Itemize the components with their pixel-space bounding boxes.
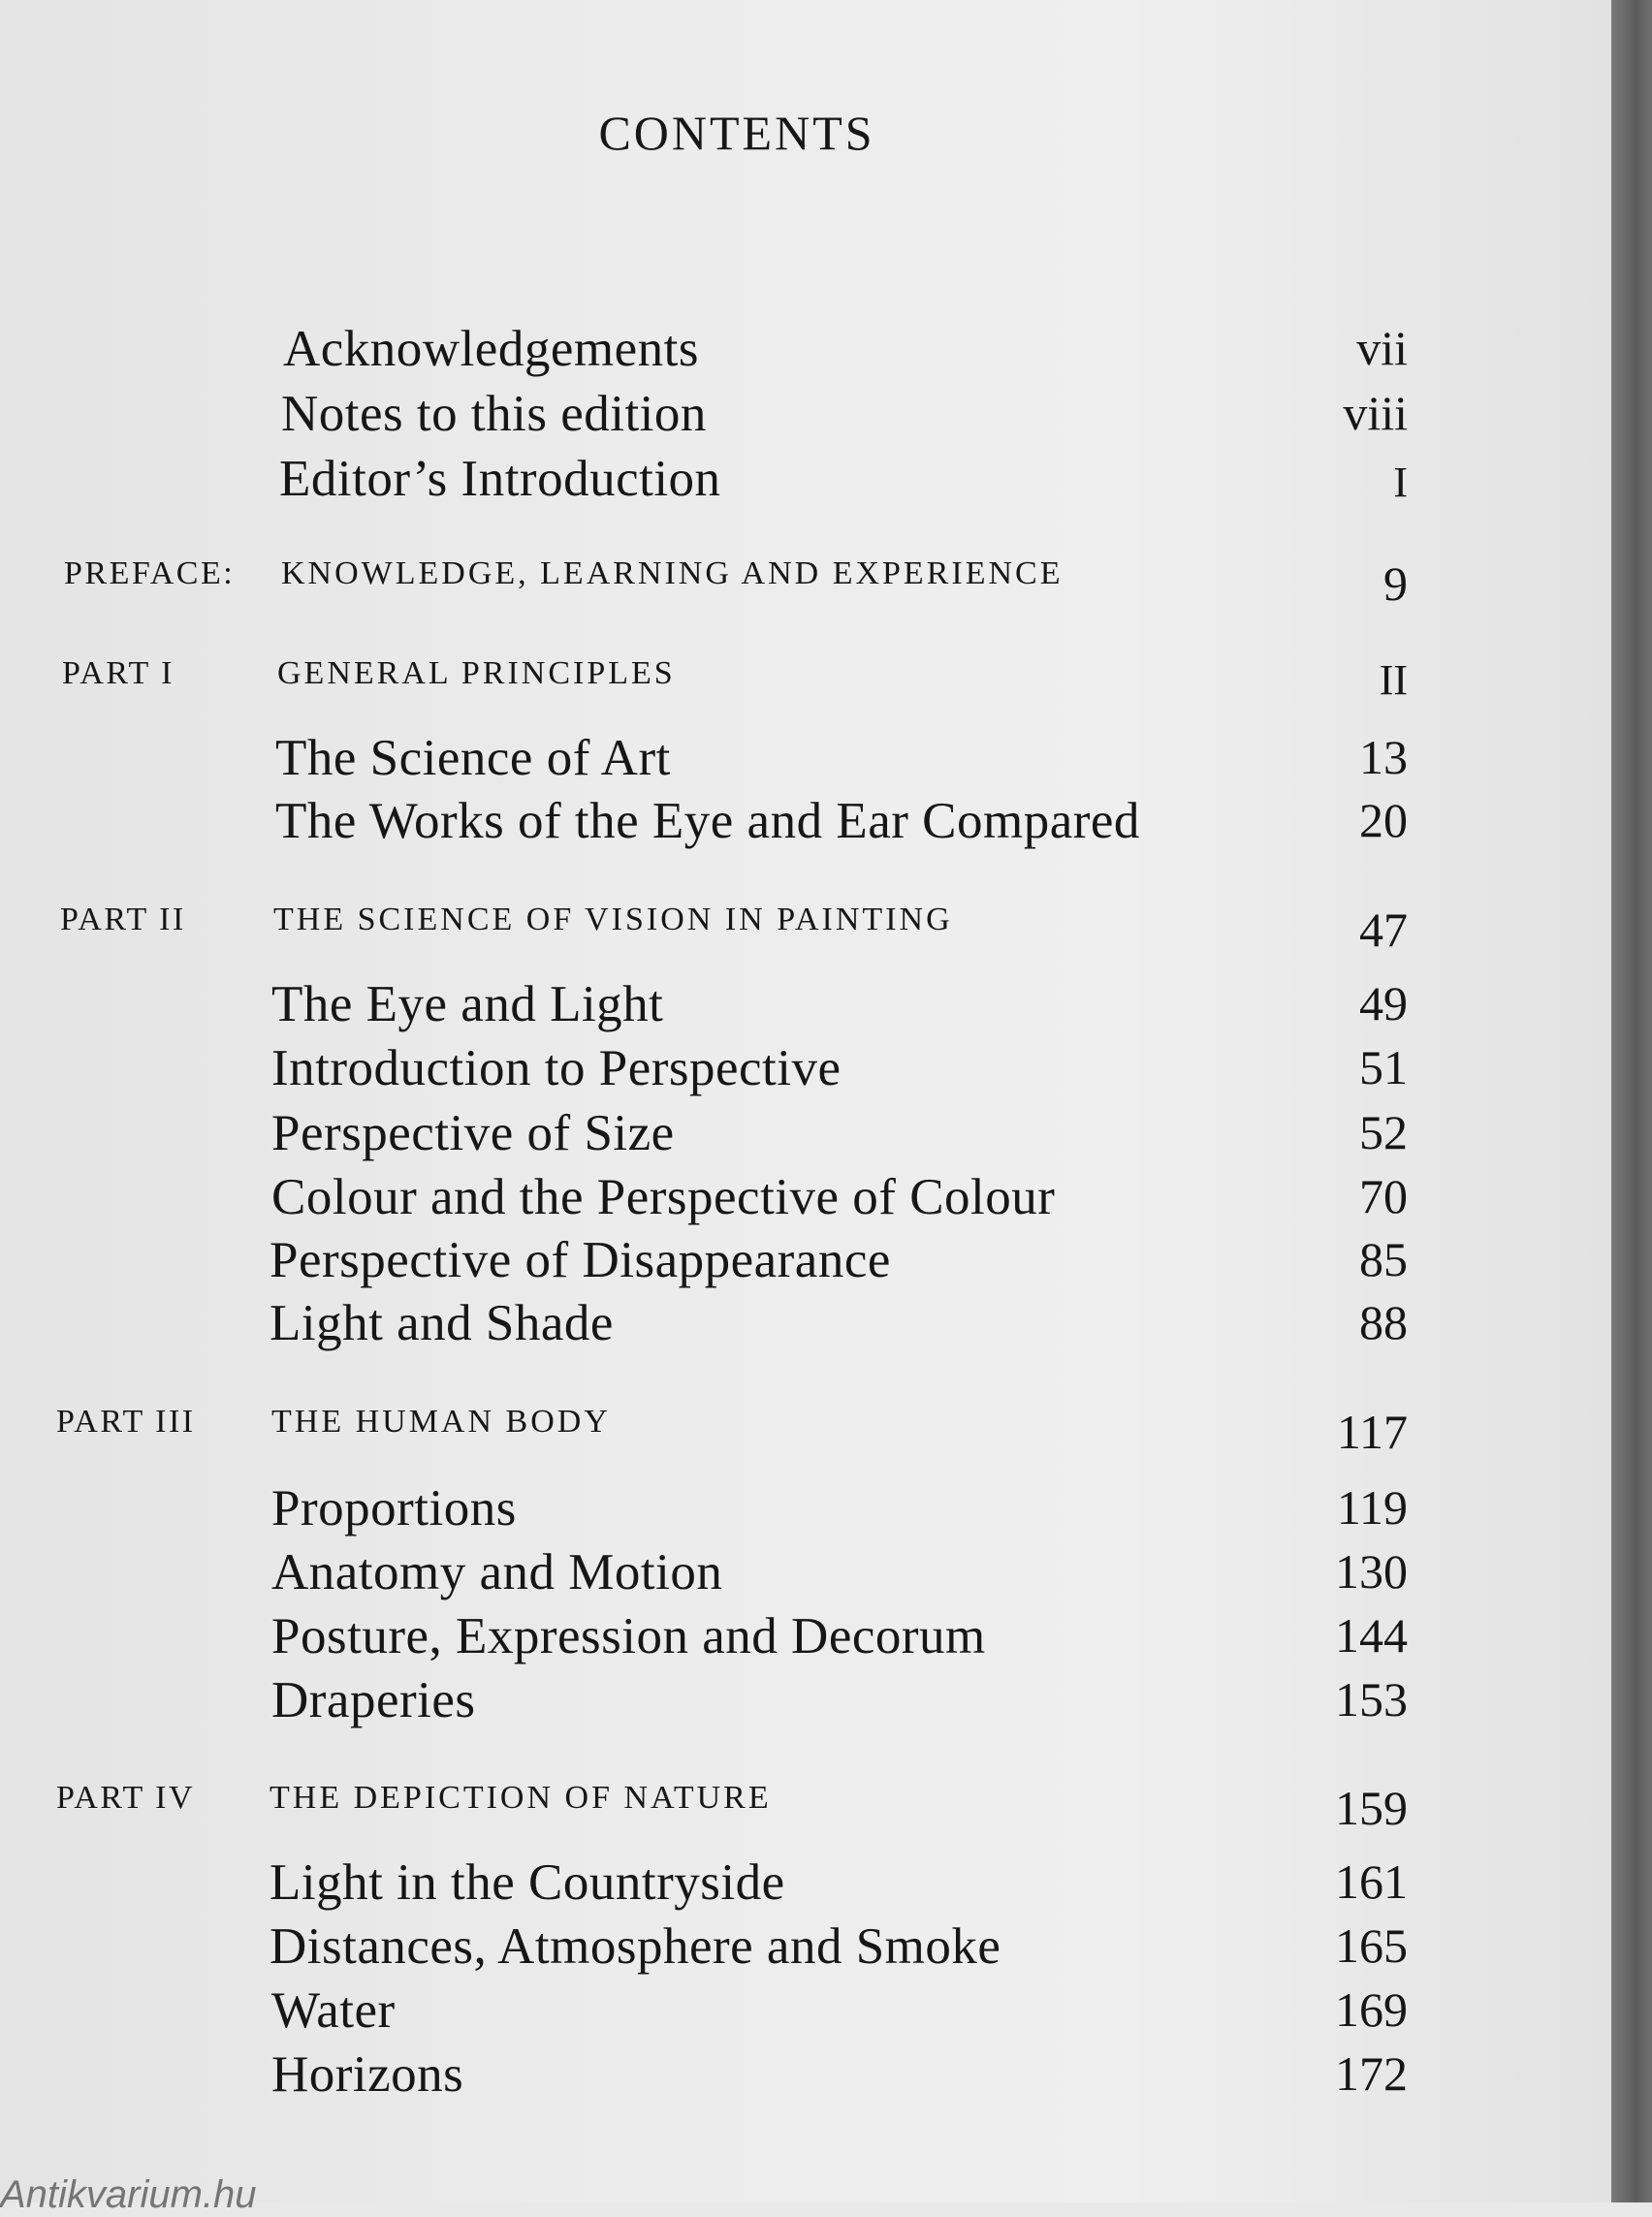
entry-title: Light in the Countryside bbox=[270, 1854, 785, 1911]
section-page: 9 bbox=[1383, 556, 1408, 611]
part-page: II bbox=[1379, 656, 1408, 704]
entry-page: 161 bbox=[1335, 1854, 1408, 1909]
entry-page: vii bbox=[1356, 321, 1408, 375]
part-label: PART II bbox=[60, 902, 186, 937]
part-page: 47 bbox=[1359, 903, 1408, 957]
entry-page: 153 bbox=[1335, 1672, 1408, 1726]
part-title: GENERAL PRINCIPLES bbox=[277, 655, 676, 691]
toc-entry bbox=[0, 792, 1611, 854]
toc-entry bbox=[0, 1853, 1611, 1916]
toc-entry bbox=[0, 1607, 1611, 1669]
entry-title: Editor’s Introduction bbox=[279, 451, 721, 507]
entry-title: Notes to this edition bbox=[281, 386, 707, 442]
entry-page: 119 bbox=[1336, 1480, 1408, 1535]
entry-page: 52 bbox=[1359, 1105, 1408, 1159]
section-label: PREFACE: bbox=[64, 555, 236, 591]
watermark: Antikvarium.hu bbox=[0, 2173, 257, 2216]
part-title: THE DEPICTION OF NATURE bbox=[270, 1780, 772, 1816]
entry-title: Colour and the Perspective of Colour bbox=[271, 1169, 1056, 1225]
entry-title: The Eye and Light bbox=[271, 976, 664, 1032]
entry-page: 20 bbox=[1359, 793, 1408, 847]
page-edge bbox=[1611, 0, 1652, 2202]
part-page: 117 bbox=[1336, 1405, 1408, 1459]
part-label: PART I bbox=[62, 655, 175, 691]
part-heading bbox=[0, 1780, 1611, 1842]
section-title: KNOWLEDGE, LEARNING AND EXPERIENCE bbox=[281, 555, 1064, 591]
toc-entry bbox=[0, 1294, 1611, 1356]
toc-entry bbox=[0, 320, 1611, 382]
entry-title: Introduction to Perspective bbox=[271, 1040, 842, 1096]
entry-page: 49 bbox=[1359, 976, 1408, 1030]
entry-title: Light and Shade bbox=[270, 1295, 614, 1351]
part-title: THE SCIENCE OF VISION IN PAINTING bbox=[273, 902, 953, 937]
toc-entry bbox=[0, 1671, 1611, 1733]
entry-page: 165 bbox=[1335, 1918, 1408, 1973]
entry-page: 70 bbox=[1359, 1169, 1408, 1223]
toc-entry bbox=[0, 2045, 1611, 2107]
entry-title: Water bbox=[271, 1982, 396, 2039]
entry-title: Horizons bbox=[271, 2046, 464, 2103]
toc-entry bbox=[0, 1168, 1611, 1230]
entry-page: viii bbox=[1343, 386, 1408, 440]
entry-page: 85 bbox=[1359, 1232, 1408, 1286]
entry-title: Posture, Expression and Decorum bbox=[271, 1608, 986, 1664]
entry-title: The Science of Art bbox=[275, 730, 671, 786]
entry-title: Acknowledgements bbox=[283, 321, 699, 377]
entry-page: 144 bbox=[1335, 1608, 1408, 1663]
part-heading bbox=[0, 902, 1611, 964]
entry-page: I bbox=[1393, 459, 1408, 506]
part-heading bbox=[0, 1404, 1611, 1466]
part-heading bbox=[0, 655, 1611, 717]
toc-entry bbox=[0, 1231, 1611, 1293]
entry-title: Draperies bbox=[271, 1672, 476, 1728]
entry-title: Proportions bbox=[271, 1480, 517, 1536]
entry-page: 13 bbox=[1359, 730, 1408, 784]
toc-entry bbox=[0, 729, 1611, 791]
toc-entry bbox=[0, 1104, 1611, 1166]
entry-page: 169 bbox=[1335, 1982, 1408, 2037]
toc-entry bbox=[0, 1543, 1611, 1605]
entry-title: Distances, Atmosphere and Smoke bbox=[270, 1918, 1001, 1975]
entry-page: 130 bbox=[1335, 1544, 1408, 1599]
entry-title: Perspective of Disappearance bbox=[270, 1232, 891, 1288]
toc-entry bbox=[0, 1917, 1611, 1979]
toc-entry bbox=[0, 1039, 1611, 1101]
entry-title: The Works of the Eye and Ear Compared bbox=[275, 793, 1140, 849]
preface-heading bbox=[0, 555, 1611, 618]
part-title: THE HUMAN BODY bbox=[271, 1404, 611, 1440]
toc-entry bbox=[0, 385, 1611, 447]
entry-page: 88 bbox=[1359, 1295, 1408, 1349]
toc-entry bbox=[0, 450, 1611, 512]
part-label: PART IV bbox=[56, 1780, 196, 1816]
entry-page: 51 bbox=[1359, 1040, 1408, 1094]
part-label: PART III bbox=[56, 1404, 196, 1440]
toc-entry bbox=[0, 1981, 1611, 2043]
entry-title: Anatomy and Motion bbox=[271, 1544, 723, 1600]
page-title: CONTENTS bbox=[598, 106, 875, 160]
entry-page: 172 bbox=[1335, 2046, 1408, 2101]
toc-entry bbox=[0, 975, 1611, 1037]
toc-entry bbox=[0, 1479, 1611, 1541]
entry-title: Perspective of Size bbox=[271, 1105, 675, 1161]
part-page: 159 bbox=[1335, 1781, 1408, 1835]
